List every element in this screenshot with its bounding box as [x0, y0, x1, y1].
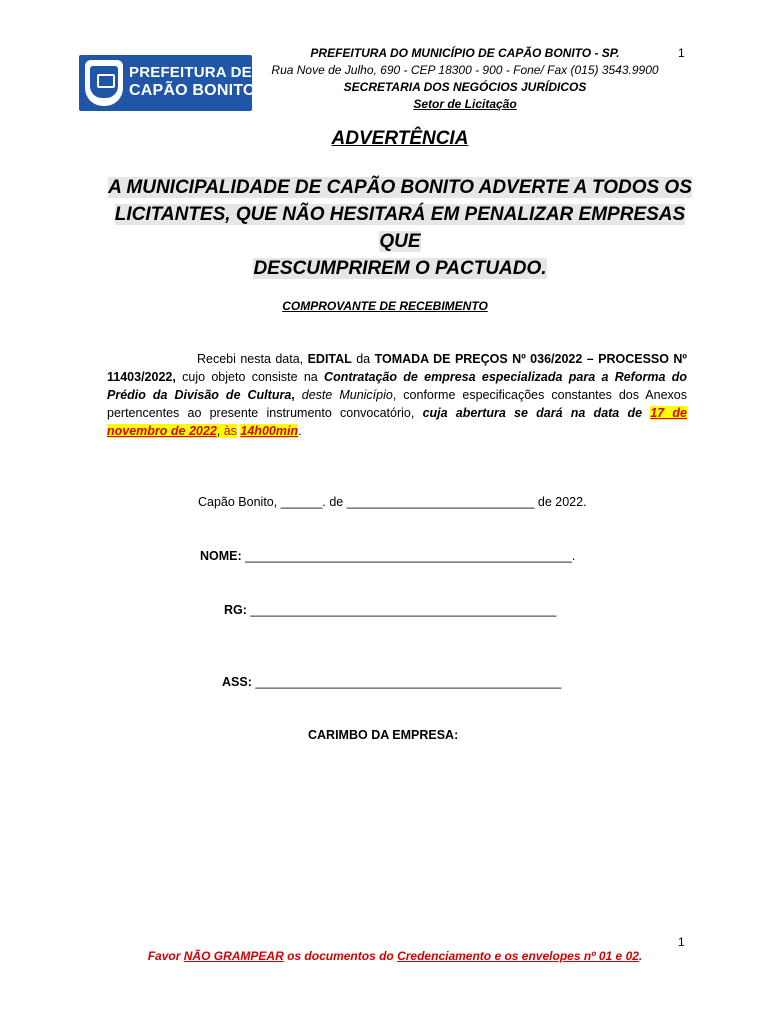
prefeitura-logo [79, 55, 256, 111]
warning-line2: LICITANTES, QUE NÃO HESITARÁ EM PENALIZAR EMPRESAS QUE [114, 204, 686, 252]
receipt-title: COMPROVANTE DE RECEBIMENTO [282, 299, 488, 313]
body-as: às [223, 424, 237, 438]
body-abertura: cuja abertura se dará na data de [422, 406, 643, 420]
header-setor: Setor de Licitação [413, 97, 517, 111]
rg-line: ____________________________________________ [246, 603, 557, 617]
receipt-paragraph [107, 350, 687, 440]
warning-line1: A MUNICIPALIDADE DE CAPÃO BONITO ADVERTE A TODOS OS [108, 177, 692, 198]
body-p2: da [351, 352, 375, 366]
header-line1: PREFEITURA DO MUNICÍPIO DE CAPÃO BONITO - SP. [310, 46, 620, 60]
place-date-line: Capão Bonito, ______. de ___________________________ de 2022. [198, 495, 587, 509]
body-p5: , conforme especificações constantes dos Anexos pertencentes ao presente instrumento convocatório, [107, 388, 687, 420]
body-p1: Recebi nesta data, [197, 352, 308, 366]
warning-text [100, 174, 700, 282]
body-time: 14h00min [240, 424, 299, 438]
footer-t5: . [638, 949, 643, 963]
nome-field[interactable] [200, 549, 575, 563]
body-date: 17 de novembro de 2022 [107, 406, 688, 438]
page-number-top: 1 [678, 46, 685, 60]
page-number-bottom: 1 [678, 935, 685, 949]
body-objeto: Contratação de empresa especializada para a Reforma do Prédio da Divisão de Cultura [107, 370, 687, 402]
footer-t1: Favor [147, 949, 184, 963]
header-address: Rua Nove de Julho, 690 - CEP 18300 - 900 - Fone/ Fax (015) 3543.9900 [271, 63, 659, 77]
footer-t4: Credenciamento e os envelopes nº 01 e 02 [397, 949, 639, 963]
footer-note [0, 949, 770, 963]
rg-label: RG: [224, 603, 247, 617]
ass-line: ____________________________________________ [251, 675, 562, 689]
body-p4: , [291, 388, 302, 402]
body-p9: . [298, 424, 302, 438]
body-tomada: TOMADA DE PREÇOS Nº 036/2022 – PROCESSO Nº 11403/2022, [107, 352, 687, 384]
body-municipio: deste Município [301, 388, 393, 402]
body-p3: cujo objeto consiste na [175, 370, 325, 384]
warning-line3: DESCUMPRIREM O PACTUADO. [253, 258, 547, 279]
logo-text-line1: PREFEITURA DE [129, 64, 252, 81]
header-secretaria: SECRETARIA DOS NEGÓCIOS JURÍDICOS [343, 80, 587, 94]
coat-of-arms-icon [85, 60, 123, 106]
carimbo-label: CARIMBO DA EMPRESA: [308, 728, 459, 742]
footer-t2: NÃO GRAMPEAR [183, 949, 284, 963]
nome-label: NOME: [200, 549, 242, 563]
body-edital: EDITAL [307, 352, 352, 366]
body-p7: , [216, 424, 224, 438]
ass-field[interactable] [222, 675, 561, 689]
rg-field[interactable] [224, 603, 556, 617]
nome-line: _______________________________________________. [241, 549, 576, 563]
ass-label: ASS: [222, 675, 252, 689]
logo-text-line2: CAPÃO BONITO [129, 82, 256, 99]
page-title: ADVERTÊNCIA [331, 128, 469, 149]
footer-t3: os documentos do [283, 949, 398, 963]
